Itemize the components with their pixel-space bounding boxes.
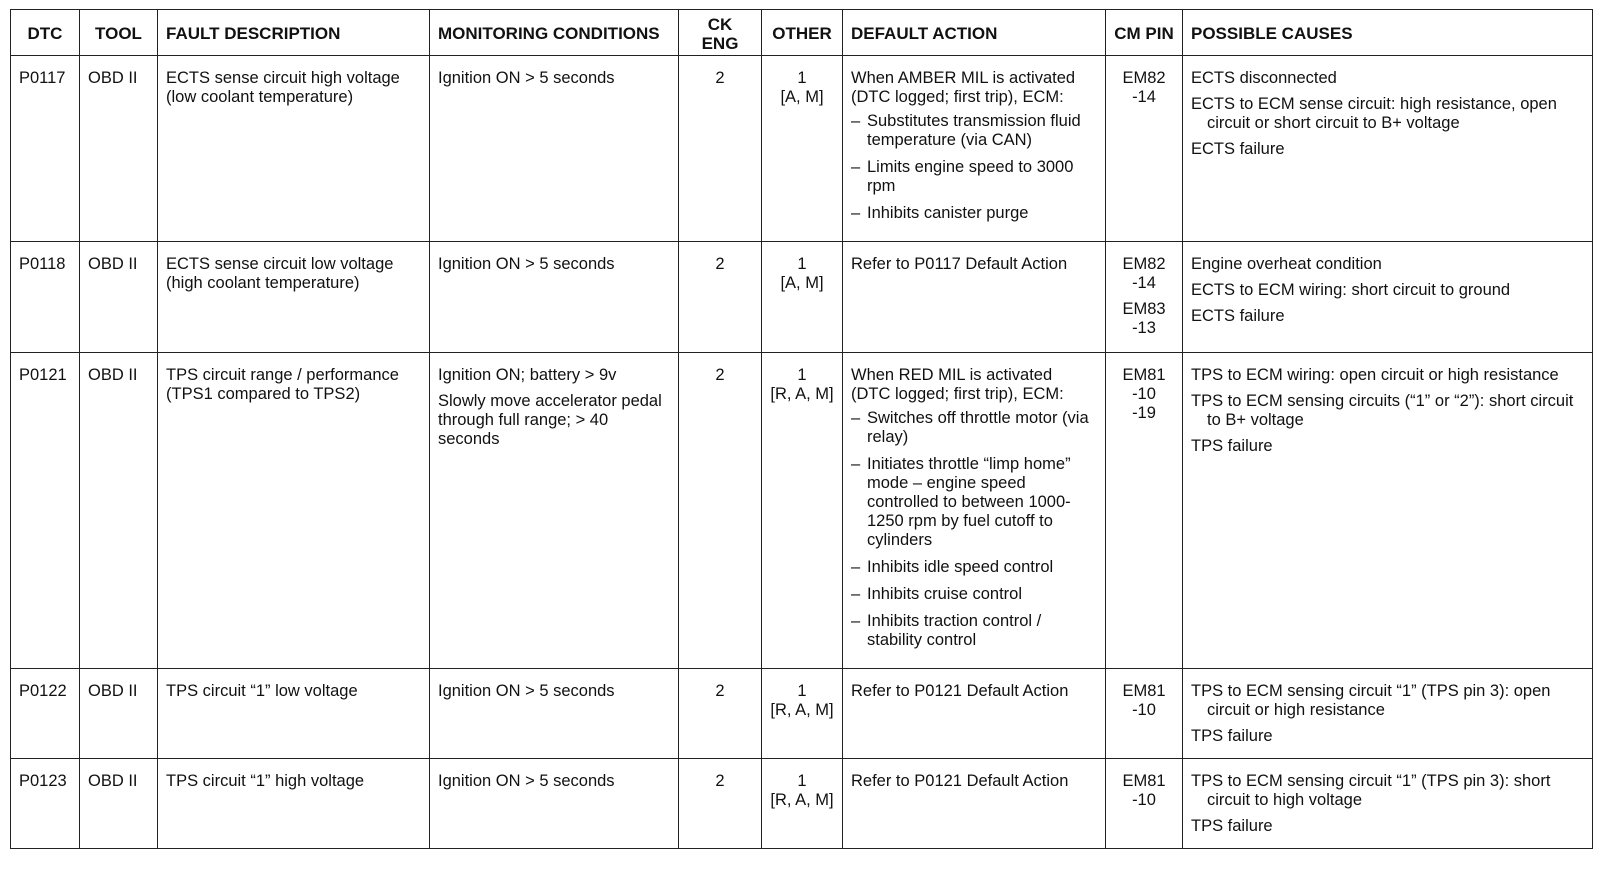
other-line: [R, A, M]	[770, 791, 834, 809]
monitoring-conditions	[430, 353, 679, 669]
monitoring-conditions	[430, 669, 679, 759]
monitoring-line: Slowly move accelerator pedal through full range; > 40 seconds	[438, 392, 662, 448]
pin-line: EM83	[1122, 300, 1166, 318]
tool-name: OBD II	[80, 353, 158, 669]
other-line: 1	[797, 772, 807, 790]
cause-item: TPS to ECM wiring: open circuit or high resistance	[1191, 366, 1559, 384]
fault-line: (TPS1 compared to TPS2)	[166, 385, 361, 403]
action-list	[851, 112, 1097, 223]
monitoring-conditions	[430, 56, 679, 242]
default-action	[843, 759, 1106, 849]
cm-pin	[1106, 56, 1183, 242]
other-value	[762, 353, 843, 669]
dtc-code: P0123	[11, 759, 80, 849]
pin-group	[1114, 255, 1174, 293]
cm-pin	[1106, 242, 1183, 353]
action-intro-line: Refer to P0121 Default Action	[851, 682, 1069, 700]
cause-item: TPS to ECM sensing circuit “1” (TPS pin 3): short circuit to high voltage	[1191, 772, 1551, 809]
pin-group	[1114, 772, 1174, 810]
possible-causes	[1183, 242, 1593, 353]
cm-pin	[1106, 669, 1183, 759]
other-value	[762, 759, 843, 849]
table-row	[11, 242, 1593, 353]
action-item: – Inhibits idle speed control	[851, 558, 1097, 577]
action-item: – Initiates throttle “limp home” mode – engine speed controlled to between 1000-1250 rpm by fuel cutoff to cylinders	[851, 455, 1097, 550]
default-action	[843, 353, 1106, 669]
cause-item: TPS to ECM sensing circuits (“1” or “2”): short circuit to B+ voltage	[1191, 392, 1574, 429]
header-monitoring-conditions: MONITORING CONDITIONS	[430, 10, 679, 56]
monitoring-line: Ignition ON > 5 seconds	[438, 255, 615, 273]
cause-item: ECTS to ECM sense circuit: high resistance, open circuit or short circuit to B+ voltage	[1191, 95, 1557, 132]
fault-line: (low coolant temperature)	[166, 88, 354, 106]
other-line: [R, A, M]	[770, 385, 834, 403]
fault-line: TPS circuit range / performance	[166, 366, 399, 384]
action-item: – Substitutes transmission fluid temperature (via CAN)	[851, 112, 1097, 150]
monitoring-conditions	[430, 242, 679, 353]
monitoring-line: Ignition ON > 5 seconds	[438, 772, 615, 790]
cause-item: ECTS failure	[1191, 140, 1285, 158]
possible-causes	[1183, 669, 1593, 759]
dtc-code: P0121	[11, 353, 80, 669]
ck-eng-value: 2	[679, 56, 762, 242]
monitoring-line: Ignition ON > 5 seconds	[438, 69, 615, 87]
cause-item: ECTS to ECM wiring: short circuit to ground	[1191, 281, 1511, 299]
cause-item: TPS failure	[1191, 817, 1273, 835]
action-list	[851, 409, 1097, 650]
pin-group	[1114, 682, 1174, 720]
fault-description	[158, 669, 430, 759]
cause-item: TPS failure	[1191, 437, 1273, 455]
action-intro-line: Refer to P0117 Default Action	[851, 255, 1068, 273]
cm-pin	[1106, 759, 1183, 849]
action-intro-line: When RED MIL is activated	[851, 366, 1053, 384]
dtc-code: P0118	[11, 242, 80, 353]
action-item: – Inhibits cruise control	[851, 585, 1097, 604]
pin-group	[1114, 366, 1174, 423]
action-item: – Switches off throttle motor (via relay)	[851, 409, 1097, 447]
header-tool: TOOL	[80, 10, 158, 56]
dtc-table	[10, 9, 1593, 849]
possible-causes	[1183, 759, 1593, 849]
pin-group	[1114, 69, 1174, 107]
cause-item: Engine overheat condition	[1191, 255, 1382, 273]
monitoring-conditions	[430, 759, 679, 849]
default-action	[843, 56, 1106, 242]
action-intro-line: When AMBER MIL is activated	[851, 69, 1076, 87]
other-line: 1	[797, 366, 807, 384]
pin-group	[1114, 300, 1174, 338]
pin-line: EM82	[1122, 69, 1166, 87]
other-line: [R, A, M]	[770, 701, 834, 719]
other-line: [A, M]	[780, 274, 824, 292]
action-intro-line: (DTC logged; first trip), ECM:	[851, 385, 1064, 403]
pin-line: EM81	[1122, 682, 1166, 700]
header-fault-description: FAULT DESCRIPTION	[158, 10, 430, 56]
dtc-code: P0122	[11, 669, 80, 759]
fault-line: (high coolant temperature)	[166, 274, 360, 292]
other-line: 1	[797, 69, 807, 87]
header-other: OTHER	[762, 10, 843, 56]
fault-line: TPS circuit “1” high voltage	[166, 772, 365, 790]
cause-item: ECTS disconnected	[1191, 69, 1337, 87]
cm-pin	[1106, 353, 1183, 669]
tool-name: OBD II	[80, 669, 158, 759]
pin-line: EM81	[1122, 772, 1166, 790]
other-line: [A, M]	[780, 88, 824, 106]
pin-line: -10	[1132, 791, 1156, 809]
other-value	[762, 56, 843, 242]
table-header-row	[11, 10, 1593, 56]
fault-description	[158, 759, 430, 849]
pin-line: -14	[1132, 88, 1156, 106]
action-intro-line: Refer to P0121 Default Action	[851, 772, 1069, 790]
pin-line: -13	[1132, 319, 1156, 337]
header-ck-eng: CK ENG	[679, 10, 762, 56]
action-item: – Limits engine speed to 3000 rpm	[851, 158, 1097, 196]
pin-line: EM82	[1122, 255, 1166, 273]
header-cm-pin: CM PIN	[1106, 10, 1183, 56]
fault-description	[158, 242, 430, 353]
possible-causes	[1183, 56, 1593, 242]
action-intro-line: (DTC logged; first trip), ECM:	[851, 88, 1064, 106]
header-possible-causes: POSSIBLE CAUSES	[1183, 10, 1593, 56]
monitoring-line: Ignition ON > 5 seconds	[438, 682, 615, 700]
fault-line: ECTS sense circuit low voltage	[166, 255, 394, 273]
pin-line: -14	[1132, 274, 1156, 292]
ck-eng-value: 2	[679, 242, 762, 353]
default-action	[843, 669, 1106, 759]
dtc-code: P0117	[11, 56, 80, 242]
ck-eng-value: 2	[679, 669, 762, 759]
tool-name: OBD II	[80, 759, 158, 849]
other-line: 1	[797, 255, 807, 273]
ck-eng-value: 2	[679, 759, 762, 849]
other-value	[762, 242, 843, 353]
table-row	[11, 759, 1593, 849]
other-value	[762, 669, 843, 759]
possible-causes	[1183, 353, 1593, 669]
table-row	[11, 56, 1593, 242]
cause-item: TPS failure	[1191, 727, 1273, 745]
action-item: – Inhibits canister purge	[851, 204, 1097, 223]
fault-line: ECTS sense circuit high voltage	[166, 69, 400, 87]
table-row	[11, 669, 1593, 759]
default-action	[843, 242, 1106, 353]
pin-line: -19	[1132, 404, 1156, 422]
table-row	[11, 353, 1593, 669]
header-dtc: DTC	[11, 10, 80, 56]
tool-name: OBD II	[80, 56, 158, 242]
cause-item: TPS to ECM sensing circuit “1” (TPS pin 3): open circuit or high resistance	[1191, 682, 1551, 719]
header-default-action: DEFAULT ACTION	[843, 10, 1106, 56]
pin-line: -10	[1132, 701, 1156, 719]
pin-line: EM81	[1122, 366, 1166, 384]
ck-eng-value: 2	[679, 353, 762, 669]
other-line: 1	[797, 682, 807, 700]
tool-name: OBD II	[80, 242, 158, 353]
fault-description	[158, 56, 430, 242]
action-item: – Inhibits traction control / stability control	[851, 612, 1097, 650]
monitoring-line: Ignition ON; battery > 9v	[438, 366, 617, 384]
cause-item: ECTS failure	[1191, 307, 1285, 325]
fault-description	[158, 353, 430, 669]
fault-line: TPS circuit “1” low voltage	[166, 682, 358, 700]
pin-line: -10	[1132, 385, 1156, 403]
